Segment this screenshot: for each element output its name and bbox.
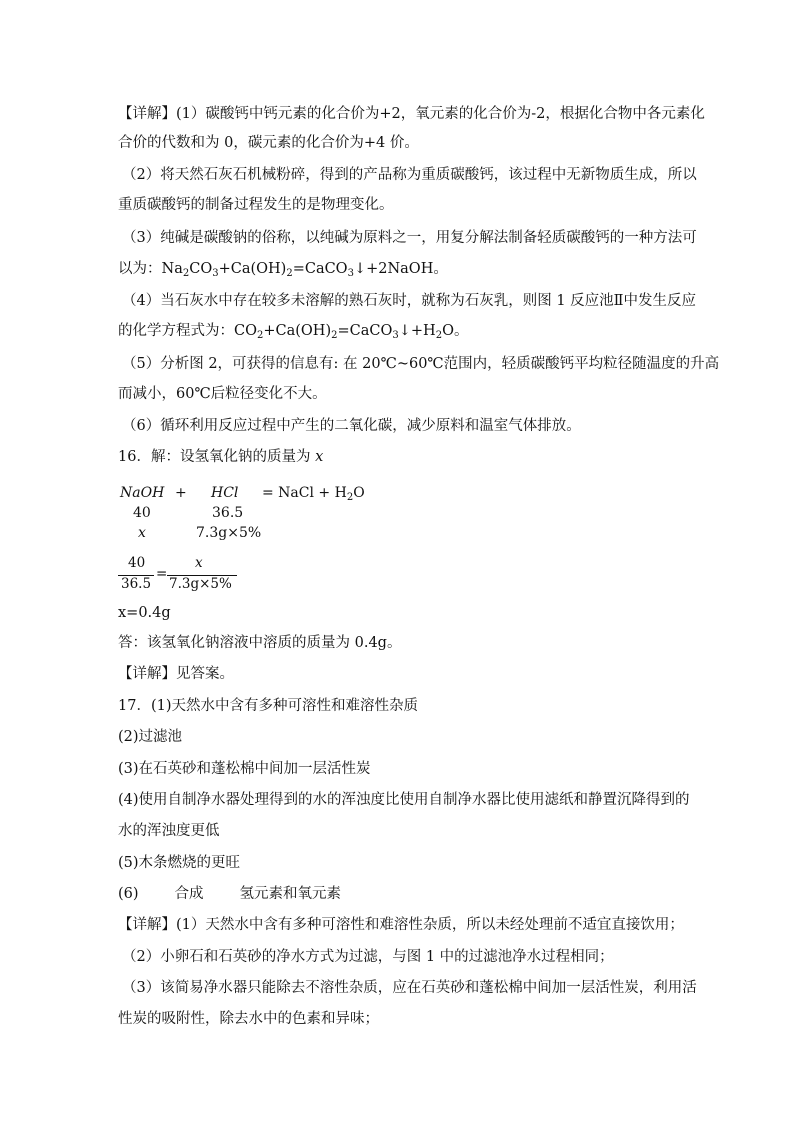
- q17-answer-1: 17．(1)天然水中含有多种可溶性和难溶性杂质: [118, 698, 418, 714]
- detail-5-line-1: （5）分析图 2，可获得的信息有: 在 20℃~60℃范围内，轻质碳酸钙平均粒径随温度的升高: [122, 356, 720, 372]
- detail-1-line-2: 合价的代数和为 0，碳元素的化合价为+4 价。: [118, 135, 419, 151]
- q17-answer-4-line-2: 水的浑浊度更低: [118, 823, 220, 839]
- q17-detail-1: 【详解】(1）天然水中含有多种可溶性和难溶性杂质，所以未经处理前不适宜直接饮用；: [118, 917, 684, 933]
- q17-answer-4-line-1: (4)使用自制净水器处理得到的水的浑浊度比使用自制净水器比使用滤纸和静置沉降得到的: [118, 792, 690, 808]
- detail-3-line-1: （3）纯碱是碳酸钠的俗称，以纯碱为原料之一，用复分解法制备轻质碳酸钙的一种方法可: [122, 230, 697, 246]
- q17-answer-3: (3)在石英砂和蓬松棉中间加一层活性炭: [118, 761, 371, 777]
- q17-detail-3-line-2: 性炭的吸附性，除去水中的色素和异味；: [118, 1011, 379, 1027]
- eq-products: = NaCl + $H_2O$: [262, 485, 365, 503]
- q17-detail-2: （2）小卵石和石英砂的净水方式为过滤，与图 1 中的过滤池净水过程相同；: [122, 949, 614, 965]
- fraction-denominator-right: 7.3g×5%: [169, 576, 232, 592]
- eq-naoh: NaOH: [120, 485, 165, 501]
- detail-6-line-1: （6）循环利用反应过程中产生的二氧化碳，减少原料和温室气体排放。: [122, 418, 581, 434]
- detail-1-line-1: 【详解】(1）碳酸钙中钙元素的化合价为+2，氧元素的化合价为-2，根据化合物中各元素化: [118, 106, 705, 122]
- var-x: x: [138, 525, 146, 541]
- detail-3-line-2: 以为：$Na_2CO_3+Ca(OH)_2=CaCO_3↓+2NaOH$。: [118, 261, 448, 279]
- q16-result: x=0.4g: [118, 605, 171, 621]
- mass-hcl: 36.5: [212, 505, 244, 521]
- equation-sodium-carbonate: $Na_2CO_3+Ca(OH)_2=CaCO_3↓+2NaOH$: [161, 261, 434, 279]
- q17-answer-6: (6) 合成 氢元素和氧元素: [118, 886, 342, 902]
- q16-answer: 答：该氢氧化钠溶液中溶质的质量为 0.4g。: [118, 635, 402, 651]
- q16-detail: 【详解】见答案。: [118, 666, 234, 682]
- q16-intro: 16．解：设氢氧化钠的质量为 x: [118, 449, 324, 465]
- q17-detail-3-line-1: （3）该简易净水器只能除去不溶性杂质，应在石英砂和蓬松棉中间加一层活性炭，利用活: [122, 980, 697, 996]
- equation-carbon-dioxide: $CO_2+Ca(OH)_2=CaCO_3↓+H_2O$: [234, 323, 454, 341]
- fraction-numerator-left: 40: [128, 555, 146, 571]
- detail-4-line-2: 的化学方程式为：$CO_2+Ca(OH)_2=CaCO_3↓+H_2O$。: [118, 323, 469, 341]
- hcl-amount: 7.3g×5%: [196, 525, 262, 541]
- eq-plus: +: [175, 485, 187, 501]
- detail-2-line-2: 重质碳酸钙的制备过程发生的是物理变化。: [118, 197, 394, 213]
- fraction-denominator-left: 36.5: [121, 576, 152, 592]
- detail-2-line-1: （2）将天然石灰石机械粉碎，得到的产品称为重质碳酸钙，该过程中无新物质生成，所以: [122, 167, 697, 183]
- fraction-numerator-right: x: [195, 555, 203, 571]
- eq-hcl: HCl: [211, 485, 239, 501]
- detail-4-line-1: （4）当石灰水中存在较多未溶解的熟石灰时，就称为石灰乳，则图 1 反应池Ⅱ中发生反应: [122, 293, 697, 309]
- fraction-equals: =: [156, 566, 168, 582]
- detail-5-line-2: 而减小，60℃后粒径变化不大。: [118, 386, 327, 402]
- q17-answer-2: (2)过滤池: [118, 729, 183, 745]
- mass-naoh: 40: [133, 505, 151, 521]
- proportion-fraction: [118, 555, 233, 597]
- q17-answer-5: (5)木条燃烧的更旺: [118, 855, 241, 871]
